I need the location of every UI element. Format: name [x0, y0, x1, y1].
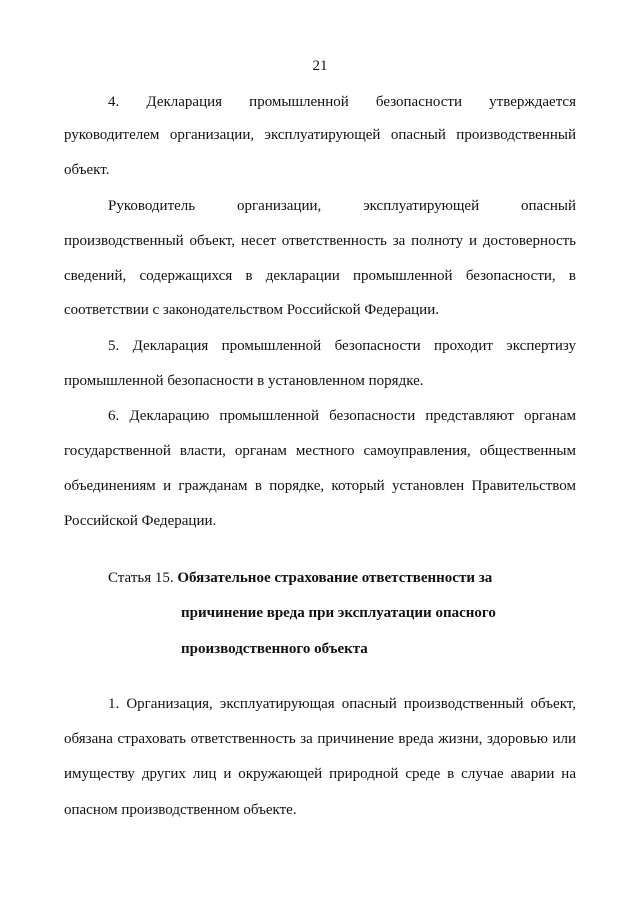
paragraph-6-line-4: Российской Федерации.	[64, 513, 217, 529]
paragraph-4-line-1: 4. Декларация промышленной безопасности утверждается	[108, 94, 576, 110]
article-paragraph-1-line-3: имуществу других лиц и окружающей природной среде в случае аварии на	[64, 766, 576, 782]
article-title-line-2: причинение вреда при эксплуатации опасного	[181, 605, 496, 621]
article-paragraph-1-line-4: опасном производственном объекте.	[64, 802, 297, 818]
paragraph-head-line-4: соответствии с законодательством Российской Федерации.	[64, 302, 439, 318]
paragraph-6-line-3: объединениям и гражданам в порядке, который установлен Правительством	[64, 478, 576, 494]
paragraph-6-line-1: 6. Декларацию промышленной безопасности представляют органам	[108, 408, 576, 424]
article-heading	[108, 568, 492, 588]
article-paragraph-1-line-2: обязана страховать ответственность за причинение вреда жизни, здоровью или	[64, 731, 576, 747]
paragraph-5-line-1: 5. Декларация промышленной безопасности проходит экспертизу	[108, 338, 576, 354]
article-title-line-1: Обязательное страхование ответственности за	[177, 570, 493, 586]
paragraph-head-line-3: сведений, содержащихся в декларации промышленной безопасности, в	[64, 268, 576, 284]
article-paragraph-1-line-1: 1. Организация, эксплуатирующая опасный производственный объект,	[108, 696, 576, 712]
article-title-line-3: производственного объекта	[181, 641, 368, 657]
article-label: Статья 15.	[108, 570, 174, 586]
paragraph-4-line-2: руководителем организации, эксплуатирующей опасный производственный	[64, 127, 576, 143]
paragraph-5-line-2: промышленной безопасности в установленном порядке.	[64, 373, 424, 389]
paragraph-head-line-2: производственный объект, несет ответственность за полноту и достоверность	[64, 233, 576, 249]
paragraph-4-line-3: объект.	[64, 162, 110, 178]
paragraph-6-line-2: государственной власти, органам местного самоуправления, общественным	[64, 443, 576, 459]
paragraph-head-line-1: Руководитель организации, эксплуатирующей опасный	[108, 198, 576, 214]
page-number: 21	[312, 58, 328, 74]
